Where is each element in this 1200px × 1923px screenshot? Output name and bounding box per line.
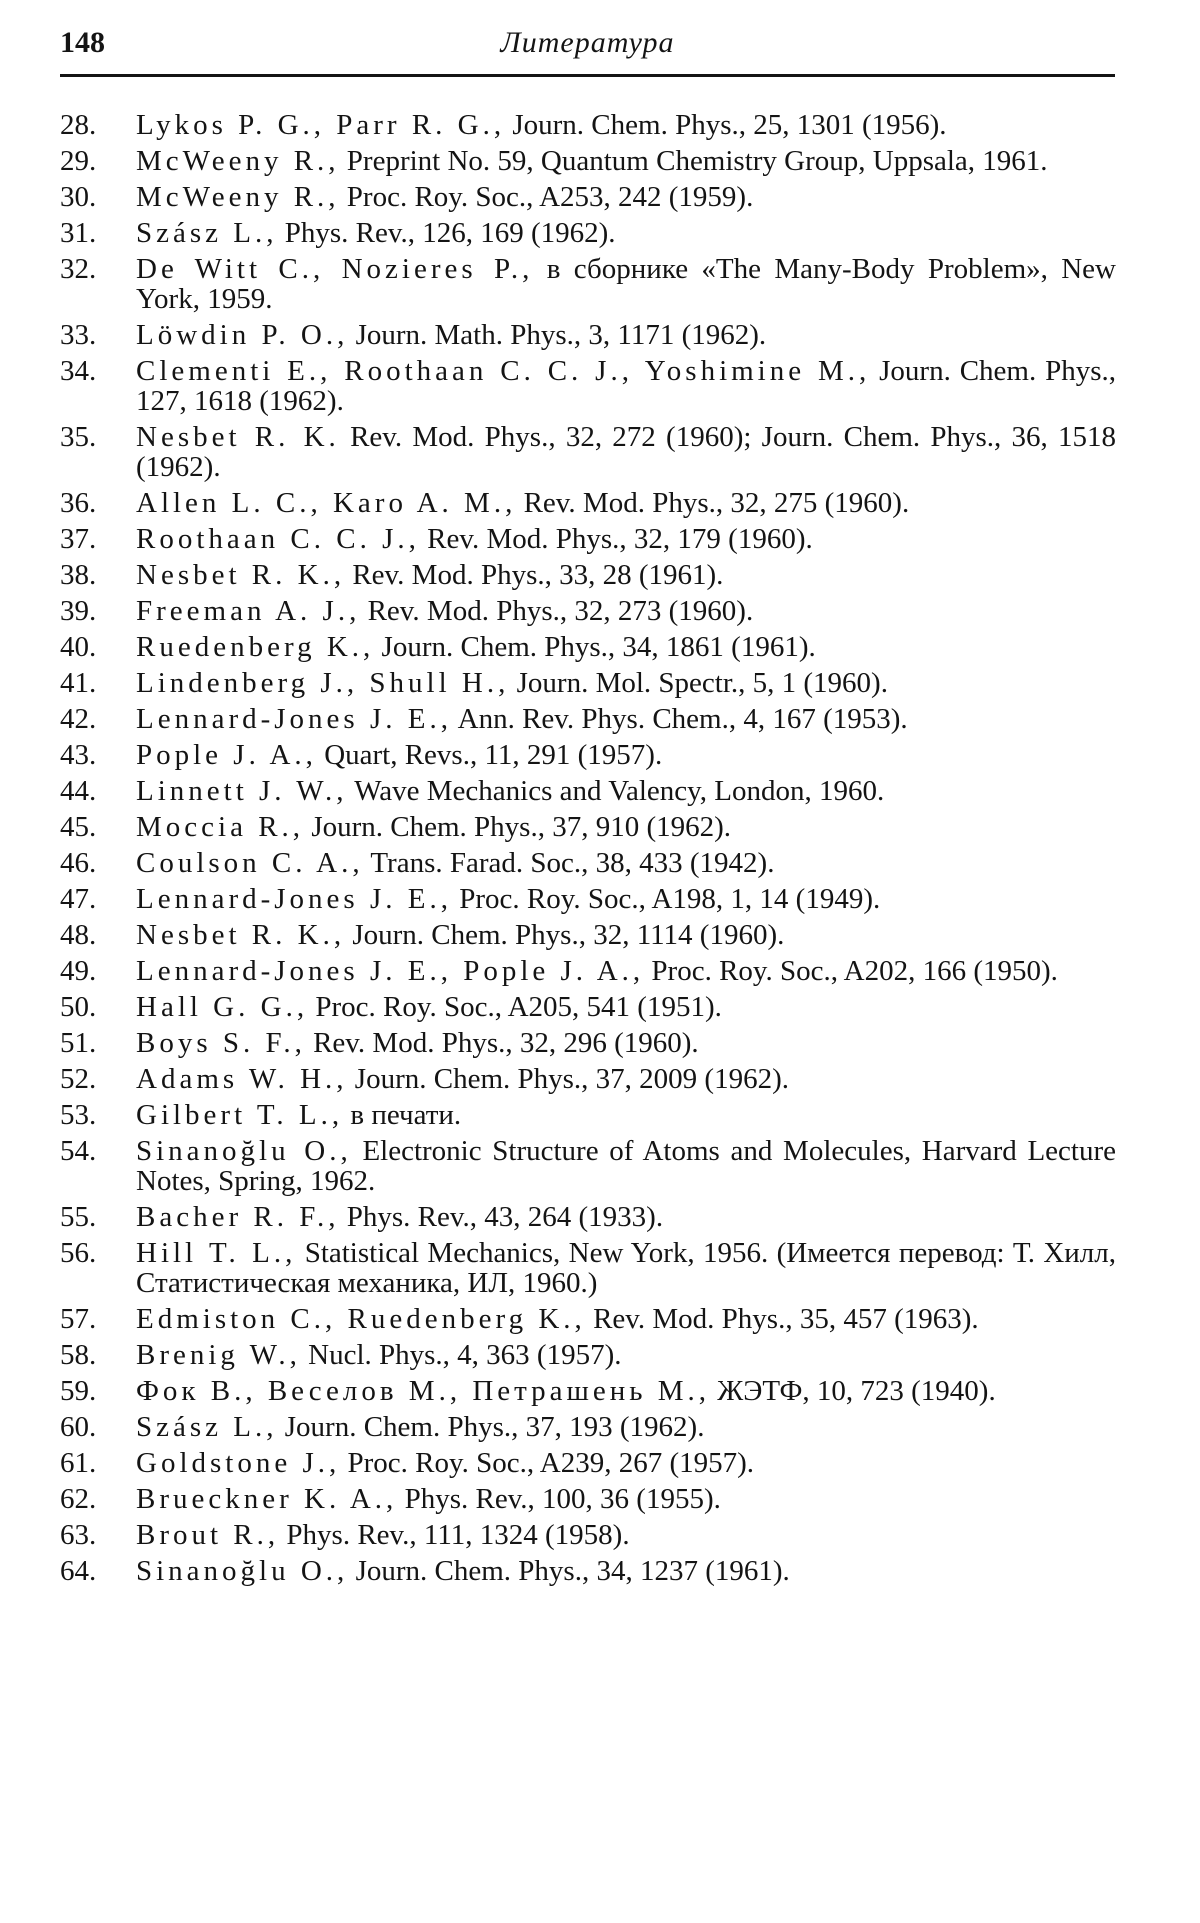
reference-number: 36. xyxy=(60,487,97,519)
reference-source: Phys. Rev., 43, 264 (1933). xyxy=(346,1201,664,1233)
reference-source: Journ. Chem. Phys., 32, 1114 (1960). xyxy=(352,919,785,951)
reference-body xyxy=(136,632,1120,662)
reference-author: Clementi E., Roothaan C. C. J., Yoshimine M., xyxy=(136,355,871,387)
reference-source: Proc. Roy. Soc., A253, 242 (1959). xyxy=(346,181,754,213)
reference-source: Statistical Mechanics, New York, 1956. (Имеется перевод: Т. Хилл, Статистическая механика, ИЛ, 1960.) xyxy=(136,1237,1117,1299)
reference-source: Journ. Chem. Phys., 25, 1301 (1956). xyxy=(512,109,947,141)
reference-author: Löwdin P. O., xyxy=(136,319,349,351)
reference-list xyxy=(60,110,1120,1592)
reference-item xyxy=(60,422,1120,482)
reference-item xyxy=(60,1028,1120,1058)
reference-number: 33. xyxy=(60,319,97,351)
reference-author: Adams W. H., xyxy=(136,1063,348,1095)
reference-number: 30. xyxy=(60,181,97,213)
reference-body xyxy=(136,1202,1120,1232)
reference-source: Quart, Revs., 11, 291 (1957). xyxy=(324,739,663,771)
reference-number: 43. xyxy=(60,739,97,771)
reference-source: Journ. Math. Phys., 3, 1171 (1962). xyxy=(355,319,767,351)
reference-item xyxy=(60,254,1120,314)
reference-number: 49. xyxy=(60,955,97,987)
reference-item xyxy=(60,182,1120,212)
reference-author: Brenig W., xyxy=(136,1339,301,1371)
reference-item xyxy=(60,1520,1120,1550)
reference-source: Journ. Chem. Phys., 37, 910 (1962). xyxy=(311,811,732,843)
reference-body xyxy=(136,422,1120,482)
reference-number: 53. xyxy=(60,1099,97,1131)
reference-number: 62. xyxy=(60,1483,97,1515)
reference-author: Szász L., xyxy=(136,1411,278,1443)
reference-body xyxy=(136,1412,1120,1442)
reference-author: Edmiston C., Ruedenberg K., xyxy=(136,1303,586,1335)
reference-item xyxy=(60,848,1120,878)
reference-body xyxy=(136,740,1120,770)
reference-item xyxy=(60,776,1120,806)
reference-number: 60. xyxy=(60,1411,97,1443)
reference-item xyxy=(60,704,1120,734)
reference-body xyxy=(136,1340,1120,1370)
reference-source: Rev. Mod. Phys., 32, 179 (1960). xyxy=(427,523,813,555)
reference-item xyxy=(60,1136,1120,1196)
reference-author: Lykos P. G., Parr R. G., xyxy=(136,109,506,141)
reference-source: Journ. Chem. Phys., 34, 1237 (1961). xyxy=(355,1555,790,1587)
reference-author: Coulson C. A., xyxy=(136,847,364,879)
reference-number: 46. xyxy=(60,847,97,879)
reference-body xyxy=(136,1064,1120,1094)
reference-number: 57. xyxy=(60,1303,97,1335)
reference-body xyxy=(136,812,1120,842)
reference-source: Rev. Mod. Phys., 32, 273 (1960). xyxy=(367,595,754,627)
reference-body xyxy=(136,704,1120,734)
reference-number: 31. xyxy=(60,217,97,249)
reference-source: в печати. xyxy=(350,1099,462,1131)
reference-body xyxy=(136,182,1120,212)
reference-number: 47. xyxy=(60,883,97,915)
reference-source: Trans. Farad. Soc., 38, 433 (1942). xyxy=(370,847,775,879)
reference-body xyxy=(136,596,1120,626)
reference-source: Phys. Rev., 100, 36 (1955). xyxy=(404,1483,721,1515)
reference-author: Roothaan C. C. J., xyxy=(136,523,420,555)
reference-author: Gilbert T. L., xyxy=(136,1099,344,1131)
running-header xyxy=(60,22,1115,77)
reference-item xyxy=(60,488,1120,518)
reference-author: Pople J. A., xyxy=(136,739,317,771)
reference-author: Nesbet R. K., xyxy=(136,559,346,591)
reference-source: Ann. Rev. Phys. Chem., 4, 167 (1953). xyxy=(457,703,908,735)
reference-source: Electronic Structure of Atoms and Molecules, Harvard Lecture Notes, Spring, 1962. xyxy=(136,1135,1117,1197)
reference-body xyxy=(136,1448,1120,1478)
reference-body xyxy=(136,218,1120,248)
reference-source: Preprint No. 59, Quantum Chemistry Group, Uppsala, 1961. xyxy=(346,145,1048,177)
reference-source: Rev. Mod. Phys., 35, 457 (1963). xyxy=(593,1303,979,1335)
reference-source: Journ. Chem. Phys., 37, 193 (1962). xyxy=(284,1411,705,1443)
reference-item xyxy=(60,668,1120,698)
reference-item xyxy=(60,956,1120,986)
reference-source: Proc. Roy. Soc., A202, 166 (1950). xyxy=(651,955,1058,987)
reference-body xyxy=(136,1028,1120,1058)
reference-number: 29. xyxy=(60,145,97,177)
reference-source: Rev. Mod. Phys., 32, 296 (1960). xyxy=(313,1027,699,1059)
reference-item xyxy=(60,1340,1120,1370)
reference-author: Sinanoğlu O., xyxy=(136,1555,349,1587)
reference-item xyxy=(60,884,1120,914)
reference-author: Linnett J. W., xyxy=(136,775,348,807)
reference-author: Nesbet R. K. xyxy=(136,421,340,453)
reference-body xyxy=(136,1100,1120,1130)
reference-number: 45. xyxy=(60,811,97,843)
reference-body xyxy=(136,356,1120,416)
reference-number: 38. xyxy=(60,559,97,591)
reference-item xyxy=(60,1100,1120,1130)
reference-number: 39. xyxy=(60,595,97,627)
reference-body xyxy=(136,776,1120,806)
reference-author: Lennard-Jones J. E., xyxy=(136,703,452,735)
reference-source: Nucl. Phys., 4, 363 (1957). xyxy=(308,1339,622,1371)
reference-number: 44. xyxy=(60,775,97,807)
reference-number: 51. xyxy=(60,1027,97,1059)
reference-item xyxy=(60,218,1120,248)
reference-source: Phys. Rev., 111, 1324 (1958). xyxy=(286,1519,630,1551)
reference-number: 50. xyxy=(60,991,97,1023)
reference-item xyxy=(60,1484,1120,1514)
reference-author: Brout R., xyxy=(136,1519,280,1551)
section-title: Литература xyxy=(500,26,675,59)
reference-item xyxy=(60,992,1120,1022)
reference-author: Brueckner K. A., xyxy=(136,1483,398,1515)
reference-item xyxy=(60,920,1120,950)
reference-item xyxy=(60,146,1120,176)
reference-author: Boys S. F., xyxy=(136,1027,306,1059)
reference-number: 52. xyxy=(60,1063,97,1095)
reference-body xyxy=(136,668,1120,698)
reference-number: 42. xyxy=(60,703,97,735)
reference-body xyxy=(136,560,1120,590)
page-number: 148 xyxy=(60,26,105,59)
reference-item xyxy=(60,356,1120,416)
reference-author: Hill T. L., xyxy=(136,1237,297,1269)
reference-author: Фок В., Веселов М., Петрашень М., xyxy=(136,1375,711,1407)
reference-author: Hall G. G., xyxy=(136,991,309,1023)
reference-author: Nesbet R. K., xyxy=(136,919,346,951)
reference-item xyxy=(60,632,1120,662)
reference-number: 54. xyxy=(60,1135,97,1167)
reference-number: 48. xyxy=(60,919,97,951)
reference-source: Rev. Mod. Phys., 32, 275 (1960). xyxy=(523,487,910,519)
reference-source: Wave Mechanics and Valency, London, 1960. xyxy=(354,775,885,807)
reference-number: 41. xyxy=(60,667,97,699)
reference-item xyxy=(60,596,1120,626)
reference-author: Sinanoğlu O., xyxy=(136,1135,352,1167)
reference-body xyxy=(136,320,1120,350)
reference-item xyxy=(60,1064,1120,1094)
reference-body xyxy=(136,1304,1120,1334)
reference-number: 34. xyxy=(60,355,97,387)
reference-body xyxy=(136,254,1120,314)
reference-author: Szász L., xyxy=(136,217,278,249)
reference-item xyxy=(60,1412,1120,1442)
reference-item xyxy=(60,110,1120,140)
reference-item xyxy=(60,320,1120,350)
reference-body xyxy=(136,920,1120,950)
reference-author: Moccia R., xyxy=(136,811,305,843)
reference-body xyxy=(136,1520,1120,1550)
reference-source: Rev. Mod. Phys., 32, 272 (1960); Journ. Chem. Phys., 36, 1518 (1962). xyxy=(136,421,1117,483)
reference-body xyxy=(136,1136,1120,1196)
reference-source: Journ. Chem. Phys., 34, 1861 (1961). xyxy=(381,631,816,663)
reference-body xyxy=(136,1484,1120,1514)
reference-item xyxy=(60,1556,1120,1586)
reference-source: Journ. Mol. Spectr., 5, 1 (1960). xyxy=(516,667,888,699)
reference-item xyxy=(60,1304,1120,1334)
reference-body xyxy=(136,524,1120,554)
reference-number: 32. xyxy=(60,253,97,285)
reference-number: 64. xyxy=(60,1555,97,1587)
reference-source: Phys. Rev., 126, 169 (1962). xyxy=(284,217,616,249)
reference-number: 37. xyxy=(60,523,97,555)
reference-author: Lindenberg J., Shull H., xyxy=(136,667,510,699)
reference-item xyxy=(60,1376,1120,1406)
reference-item xyxy=(60,524,1120,554)
reference-number: 28. xyxy=(60,109,97,141)
reference-item xyxy=(60,1448,1120,1478)
reference-author: Ruedenberg K., xyxy=(136,631,375,663)
reference-item xyxy=(60,560,1120,590)
reference-number: 56. xyxy=(60,1237,97,1269)
reference-item xyxy=(60,740,1120,770)
reference-source: Proc. Roy. Soc., A239, 267 (1957). xyxy=(347,1447,755,1479)
reference-body xyxy=(136,1238,1120,1298)
reference-item xyxy=(60,1238,1120,1298)
reference-body xyxy=(136,110,1120,140)
reference-author: Goldstone J., xyxy=(136,1447,341,1479)
reference-item xyxy=(60,1202,1120,1232)
reference-body xyxy=(136,992,1120,1022)
reference-author: Freeman A. J., xyxy=(136,595,361,627)
reference-source: Journ. Chem. Phys., 37, 2009 (1962). xyxy=(354,1063,789,1095)
reference-body xyxy=(136,488,1120,518)
reference-author: McWeeny R., xyxy=(136,181,340,213)
reference-body xyxy=(136,1556,1120,1586)
reference-body xyxy=(136,146,1120,176)
reference-number: 55. xyxy=(60,1201,97,1233)
reference-author: Allen L. C., Karo A. M., xyxy=(136,487,517,519)
reference-author: De Witt C., Nozieres P., xyxy=(136,253,534,285)
reference-number: 35. xyxy=(60,421,97,453)
reference-number: 58. xyxy=(60,1339,97,1371)
reference-body xyxy=(136,884,1120,914)
reference-author: Lennard-Jones J. E., xyxy=(136,883,452,915)
reference-source: Proc. Roy. Soc., A198, 1, 14 (1949). xyxy=(459,883,881,915)
reference-body xyxy=(136,956,1120,986)
reference-author: Bacher R. F., xyxy=(136,1201,340,1233)
reference-source: Journ. Chem. Phys., 127, 1618 (1962). xyxy=(136,355,1116,417)
reference-number: 63. xyxy=(60,1519,97,1551)
reference-source: в сборнике «The Many-Body Problem», New York, 1959. xyxy=(136,253,1116,315)
reference-item xyxy=(60,812,1120,842)
reference-author: McWeeny R., xyxy=(136,145,340,177)
reference-source: Rev. Mod. Phys., 33, 28 (1961). xyxy=(352,559,724,591)
reference-source: Proc. Roy. Soc., A205, 541 (1951). xyxy=(315,991,722,1023)
reference-body xyxy=(136,1376,1120,1406)
reference-source: ЖЭТФ, 10, 723 (1940). xyxy=(717,1375,996,1407)
reference-body xyxy=(136,848,1120,878)
reference-number: 40. xyxy=(60,631,97,663)
reference-author: Lennard-Jones J. E., Pople J. A., xyxy=(136,955,645,987)
reference-number: 59. xyxy=(60,1375,97,1407)
reference-number: 61. xyxy=(60,1447,97,1479)
